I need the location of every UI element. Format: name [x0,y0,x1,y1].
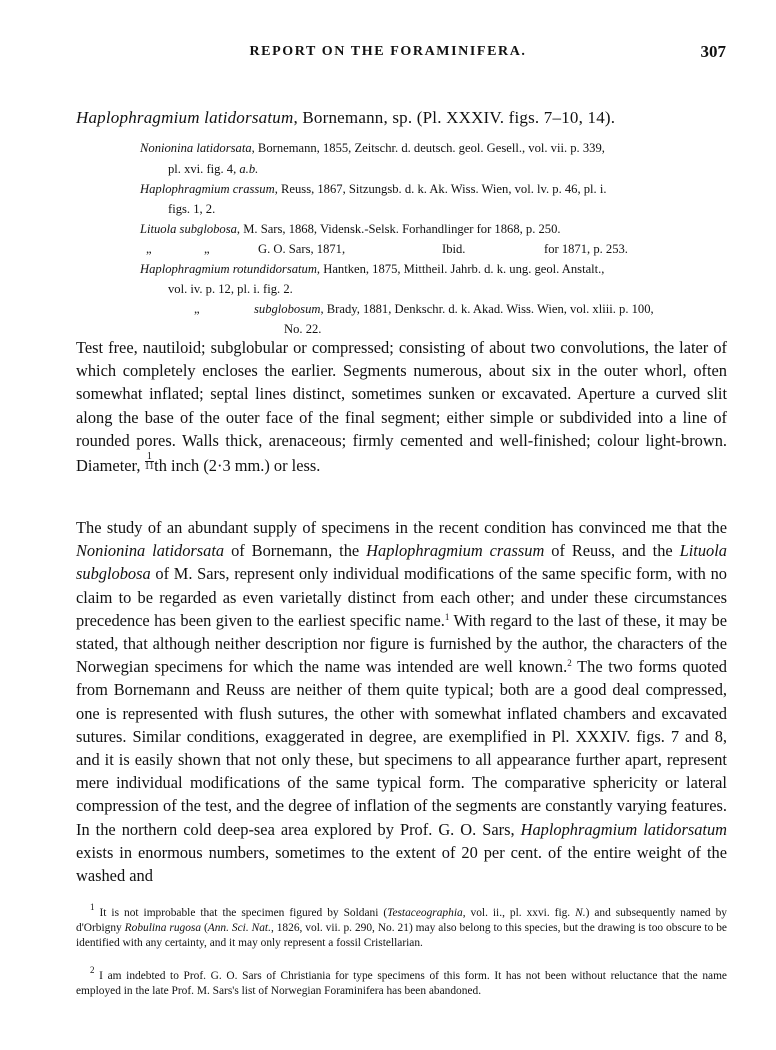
body-text: of M. Sars, represent only individual modifications of the same specific form, with no claim to be regarded as even varietally distinct from each other; and under these circumstances precedence has been given to the earliest specific name. [76,564,727,630]
body-text: The two forms quoted from Bornemann and Reuss are neither of them quite typical; both are a good deal compressed, one is represented with flush sutures, the other with somewhat inflated chambers and excavated sutures. Similar conditions, exaggerated in degree, are exemplified in Pl. XXXIV. figs. 7 and 8, and it is easily shown that not only these, but specimens to all appearance further apart, represent mere individual modifications of the same typical form. The comparative sphericity or lateral compression of the test, and the degree of inflation of the segments are constantly varying features. In the northern cold deep-sea area explored by Prof. G. O. Sars, [76,657,727,839]
footnote-2 [76,965,727,999]
fraction-numerator: 1 [145,452,155,462]
footnote-italic: Robulina rugosa [124,922,202,935]
synonym-entry [140,222,561,237]
synonym-continuation [284,322,321,337]
description-text: th inch (2·3 mm.) or less. [154,456,321,476]
synonym-entry [0,302,776,320]
footnote-1 [76,902,727,952]
synonym-citation: , Bornemann, 1855, Zeitschr. d. deutsch. geol. Gesell., vol. vii. p. 339, [251,141,605,155]
footnote-italic: N. [575,907,586,919]
synonym-name: Lituola subglobosa [140,222,237,236]
footnote-ref[interactable]: 1 [444,611,450,622]
synonym-citation: , M. Sars, 1868, Vidensk.-Selsk. Forhandlinger for 1868, p. 250. [236,222,561,236]
synonym-citation: No. 22. [284,322,322,336]
synonym-name: Haplophragmium crassum [140,182,275,196]
description-text: Test free, nautiloid; subglobular or compressed; consisting of about two convolutions, the later of which completely encloses the earlier. Segments numerous, about six in the outer whorl, often somewhat inflated; septal lines distinct, sometimes sunken or excavated. Aperture a curved slit along the base of the outer face of the final segment; either simple or subdivided into a line of rounded pores. Walls thick, arenaceous; firmly cemented and well-finished; colour light-brown. Diameter, [76,338,727,476]
species-name: Haplophragmium latidorsatum [76,108,294,127]
synonym-name: Haplophragmium rotundidorsatum [140,262,317,276]
page-number: 307 [700,42,726,61]
footnote-text: ( [203,922,208,935]
body-text: of Bornemann, the [231,541,360,561]
synonym-citation: for 1871, p. 253. [544,242,628,256]
synonym-entry [140,141,605,156]
footnote-mark: 1 [90,902,95,912]
ditto-mark: „ [146,242,152,256]
footnote-text: I am indebted to Prof. G. O. Sars of Christiania for type specimens of this form. It has not been without reluctance that the name employed in the late Prof. M. Sars's list of Norwegian Foraminifera has been abandoned. [76,970,727,998]
synonym-citation: figs. 1, 2. [168,202,216,216]
footnote-text: It is not improbable that the specimen figured by Soldani ( [99,907,388,919]
synonym-citation: pl. xvi. fig. 4, [168,162,240,176]
body-text: With regard to the last of these, it may be stated, that although neither description nor figure is furnished by the author, the characters of the Norwegian specimens for which the name was intended are well known. [76,610,727,677]
species-heading [76,108,736,128]
body-text: The study of an abundant supply of specimens in the recent condition has convinced me that the [76,518,727,537]
synonym-figure-ref: a.b. [239,162,259,176]
synonym-entry [140,182,607,197]
synonym-citation: vol. iv. p. 12, pl. i. fig. 2. [168,282,293,296]
running-head: REPORT ON THE FORAMINIFERA. [249,44,527,59]
species-author: , Bornemann, sp. (Pl. XXXIV. figs. 7–10, 14). [293,108,616,127]
synonym-author: G. O. Sars, 1871, [258,242,346,256]
ditto-mark: „ [204,242,210,256]
footnote-mark: 2 [90,965,95,975]
footnote-text: , vol. ii., pl. xxvi. fig. [462,907,571,919]
synonym-citation: , Reuss, 1867, Sitzungsb. d. k. Ak. Wiss. Wien, vol. lv. p. 46, pl. i. [274,182,607,196]
ditto-mark: „ [194,302,200,316]
body-text: of Reuss, and the [551,541,673,561]
footnote-text: , 1826, vol. vii. p. 290, No. 21) may also belong to this species, but the drawing is too obscure to be identified with any certainty, and it may only represent a fossil Cristellarian. [76,922,727,950]
footnote-italic: Testaceographia [387,907,463,919]
synonym-continuation [168,282,293,297]
body-text: exists in enormous numbers, sometimes to the extent of 20 per cent. of the entire weight of the washed and [76,842,727,886]
synonym-entry [140,262,604,277]
footnote-ref[interactable]: 2 [567,658,572,669]
page-header [0,44,776,68]
synonym-ibid: Ibid. [442,242,466,256]
taxon-name: Lituola subglobosa [76,541,727,584]
synonym-name: Nonionina latidorsata [140,141,252,155]
synonym-name: subglobosum [254,302,321,316]
synonym-citation: , Hantken, 1875, Mittheil. Jahrb. d. k. ung. geol. Anstalt., [316,262,605,276]
taxon-name: Haplophragmium latidorsatum [520,819,727,839]
synonym-continuation [168,202,215,217]
synonym-continuation [168,162,258,177]
species-description [76,336,727,477]
discussion-paragraph [76,516,727,887]
synonym-entry [0,242,776,260]
synonym-citation: , Brady, 1881, Denkschr. d. k. Akad. Wiss. Wien, vol. xliii. p. 100, [320,302,654,316]
taxon-name: Nonionina latidorsata [76,541,225,561]
footnote-italic: Ann. Sci. Nat. [207,922,271,935]
footnote-text: ) and subsequently named by d'Orbigny [76,907,727,935]
fraction [145,452,155,471]
taxon-name: Haplophragmium crassum [366,541,545,561]
fraction-denominator: 11 [144,461,155,473]
